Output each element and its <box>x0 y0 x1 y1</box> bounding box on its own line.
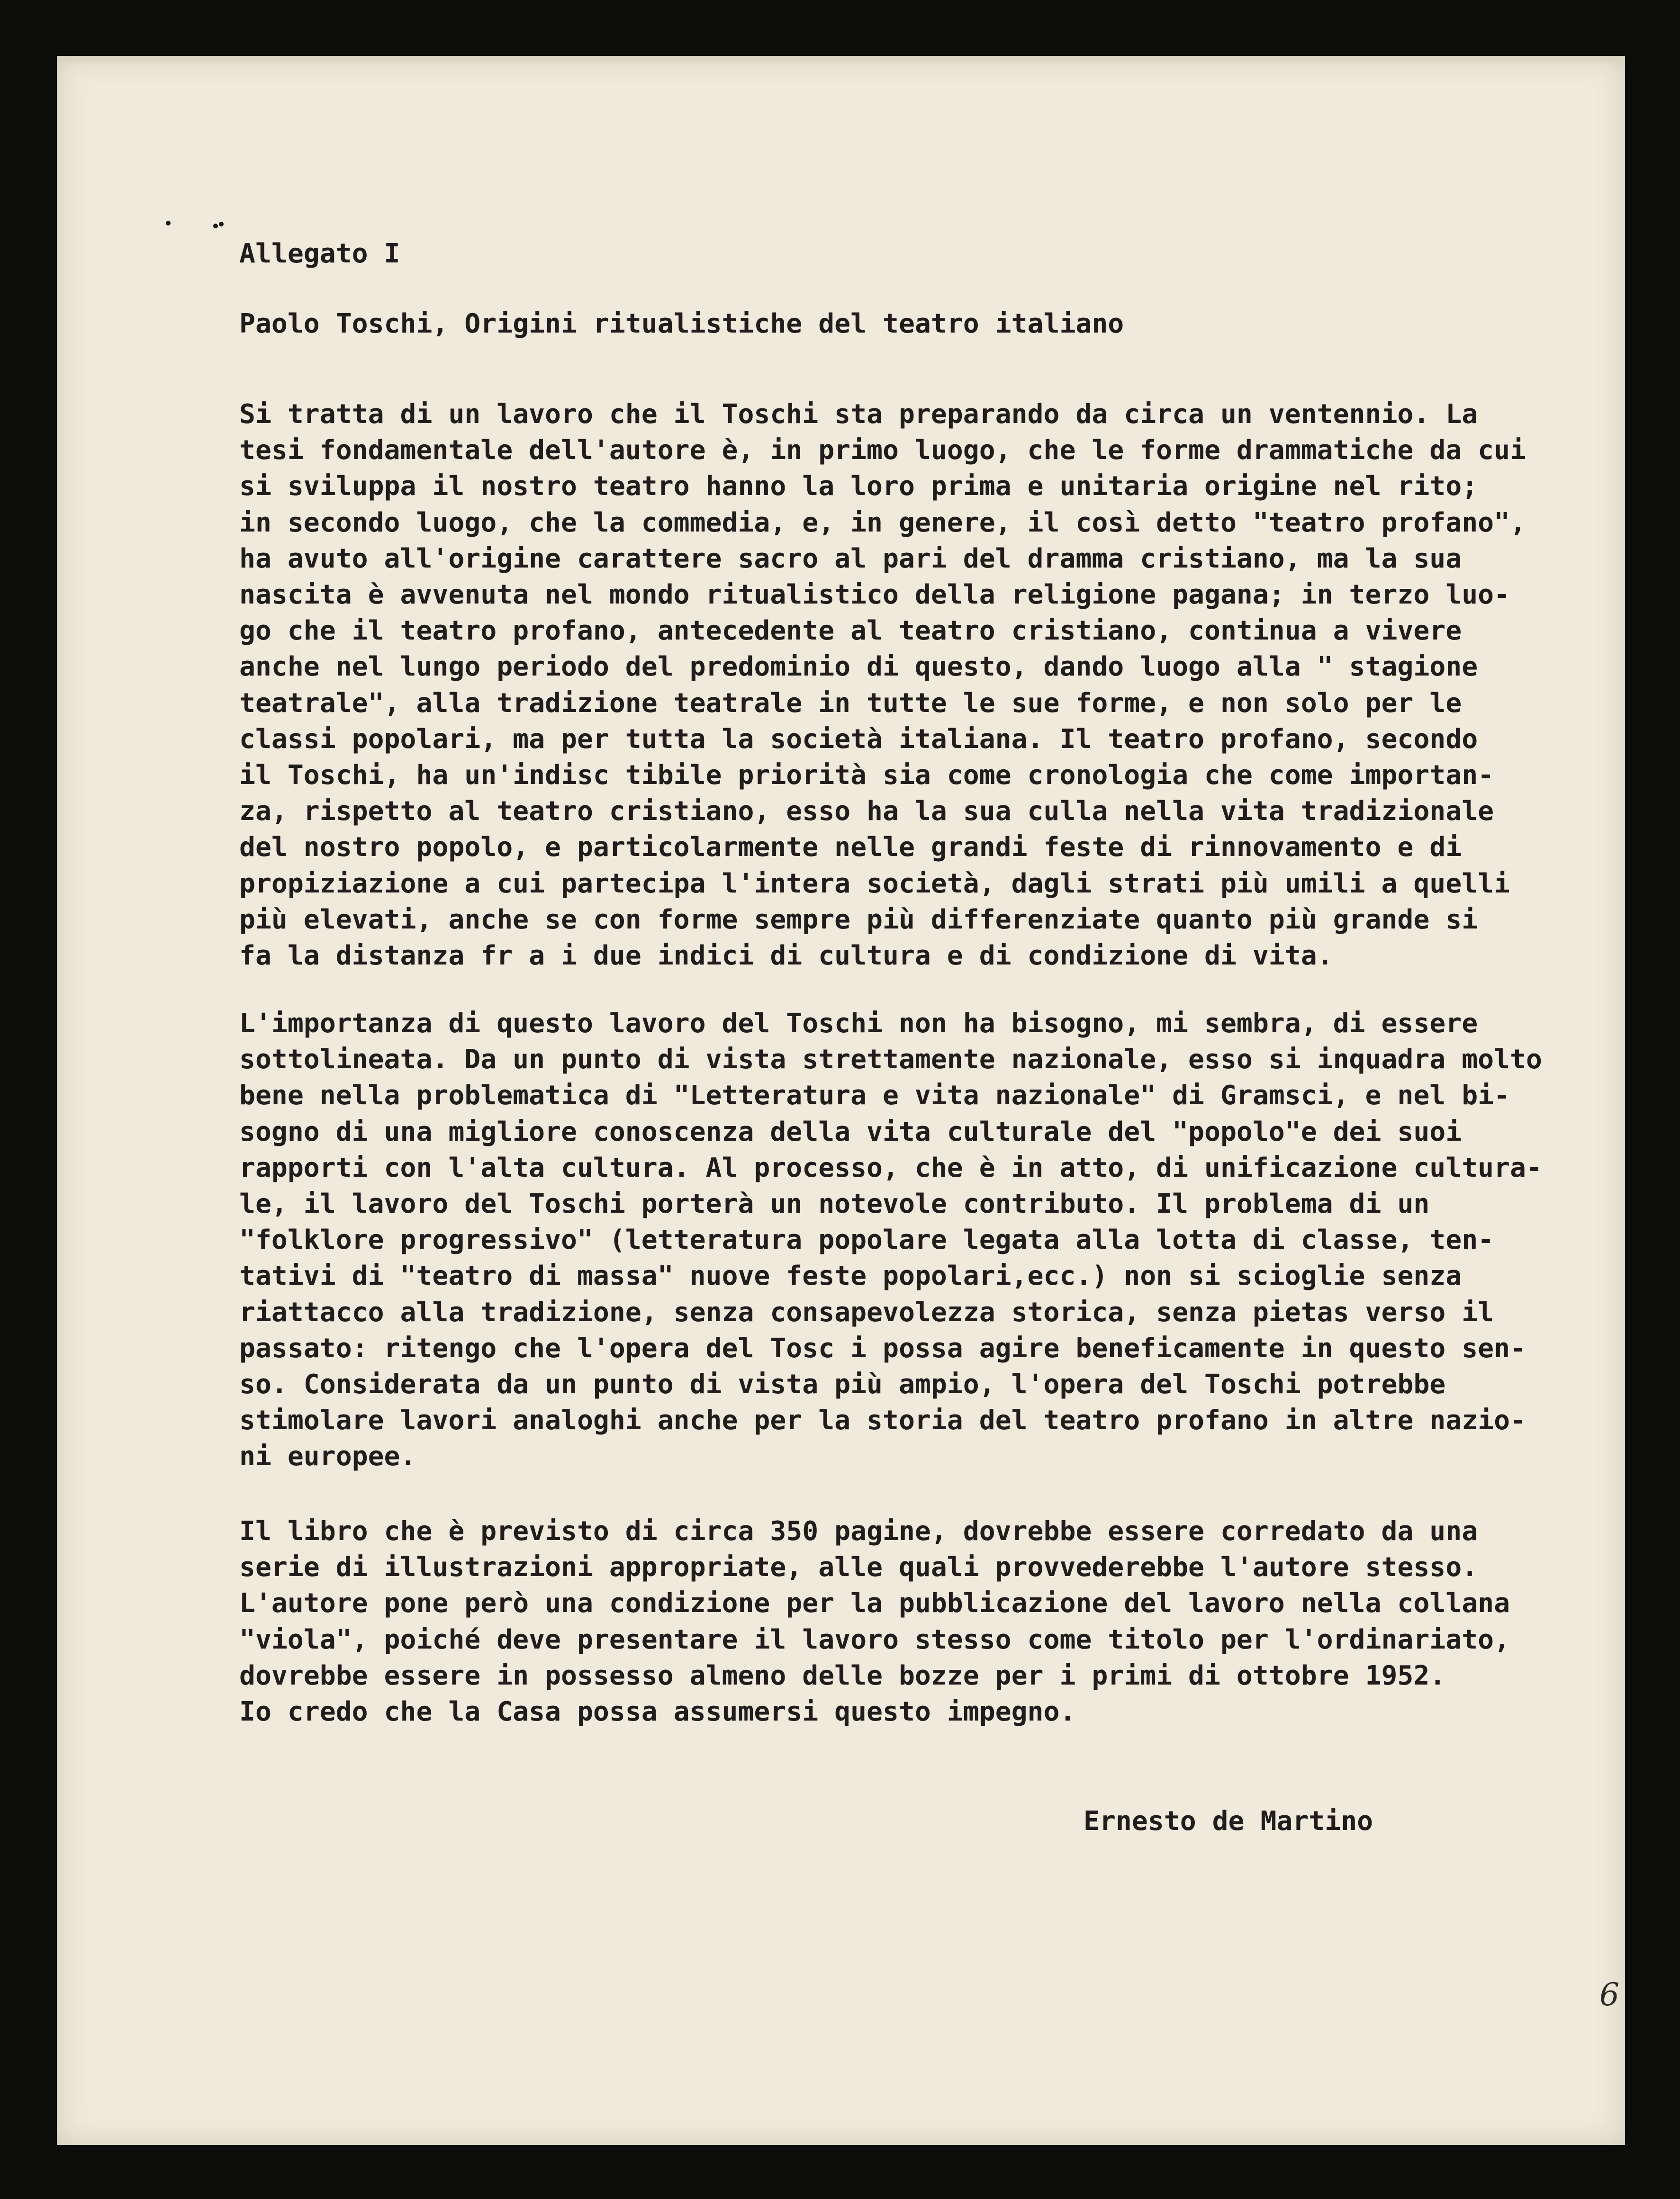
paragraph-line: teatrale", alla tradizione teatrale in tutte le sue forme, e non solo per le <box>239 687 1462 719</box>
paragraph-line: L'autore pone però una condizione per la pubblicazione del lavoro nella collana <box>239 1588 1510 1619</box>
page-number: 6 <box>1599 1976 1619 2013</box>
paragraph-line: sogno di una migliore conoscenza della vita culturale del "popolo"e dei suoi <box>239 1116 1462 1147</box>
paragraph-line: fa la distanza fr a i due indici di cultura e di condizione di vita. <box>239 940 1333 971</box>
paragraph-line: ha avuto all'origine carattere sacro al pari del dramma cristiano, ma la sua <box>239 543 1462 574</box>
paragraph-line: anche nel lungo periodo del predominio di questo, dando luogo alla " stagione <box>239 651 1478 683</box>
paragraph-line: più elevati, anche se con forme sempre più differenziate quanto più grande si <box>239 904 1478 935</box>
paragraph-line: propiziazione a cui partecipa l'intera società, dagli strati più umili a quelli <box>239 868 1510 899</box>
paragraph-line: passato: ritengo che l'opera del Tosc i possa agire beneficamente in questo sen- <box>239 1333 1526 1364</box>
paragraph-line: "viola", poiché deve presentare il lavoro stesso come titolo per l'ordinariato, <box>239 1624 1510 1655</box>
paragraph-line: Il libro che è previsto di circa 350 pagine, dovrebbe essere corredato da una <box>239 1516 1478 1547</box>
paragraph-line: in secondo luogo, che la commedia, e, in genere, il così detto "teatro profano", <box>239 507 1526 538</box>
paragraph-line: rapporti con l'alta cultura. Al processo, che è in atto, di unificazione cultura- <box>239 1152 1542 1183</box>
signature: Ernesto de Martino <box>1084 1806 1373 1837</box>
paragraph-line: L'importanza di questo lavoro del Toschi non ha bisogno, mi sembra, di essere <box>239 1008 1478 1039</box>
document-title: Paolo Toschi, Origini ritualistiche del teatro italiano <box>239 308 1124 339</box>
paragraph-line: nascita è avvenuta nel mondo ritualistico della religione pagana; in terzo luo- <box>239 579 1510 610</box>
paragraph-line: tativi di "teatro di massa" nuove feste popolari,ecc.) non si scioglie senza <box>239 1261 1462 1292</box>
punch-mark <box>166 221 171 225</box>
paragraph-line: ni europee. <box>239 1441 416 1472</box>
paragraph-line: tesi fondamentale dell'autore è, in primo luogo, che le forme drammatiche da cui <box>239 435 1526 466</box>
paragraph-line: za, rispetto al teatro cristiano, esso ha la sua culla nella vita tradizionale <box>239 796 1494 827</box>
paragraph-line: Io credo che la Casa possa assumersi questo impegno. <box>239 1696 1076 1727</box>
paragraph-line: stimolare lavori analoghi anche per la storia del teatro profano in altre nazio- <box>239 1405 1526 1436</box>
paragraph-line: "folklore progressivo" (letteratura popolare legata alla lotta di classe, ten- <box>239 1225 1494 1256</box>
paragraph-line: classi popolari, ma per tutta la società italiana. Il teatro profano, secondo <box>239 723 1478 755</box>
paragraph-line: bene nella problematica di "Letteratura e vita nazionale" di Gramsci, e nel bi- <box>239 1080 1510 1111</box>
paragraph-line: il Toschi, ha un'indisc tibile priorità sia come cronologia che come importan- <box>239 760 1494 791</box>
paragraph-line: le, il lavoro del Toschi porterà un notevole contributo. Il problema di un <box>239 1189 1430 1219</box>
paragraph-line: serie di illustrazioni appropriate, alle quali provvederebbe l'autore stesso. <box>239 1552 1478 1583</box>
paragraph-line: sottolineata. Da un punto di vista strettamente nazionale, esso si inquadra molto <box>239 1044 1542 1075</box>
paragraph-line: Si tratta di un lavoro che il Toschi sta preparando da circa un ventennio. La <box>239 399 1478 430</box>
paragraph-line: del nostro popolo, e particolarmente nelle grandi feste di rinnovamento e di <box>239 832 1462 863</box>
punch-mark <box>213 224 218 228</box>
paragraph-line: go che il teatro profano, antecedente al teatro cristiano, continua a vivere <box>239 615 1462 647</box>
paragraph-line: si sviluppa il nostro teatro hanno la loro prima e unitaria origine nel rito; <box>239 471 1478 502</box>
paragraph-line: riattacco alla tradizione, senza consapevolezza storica, senza pietas verso il <box>239 1297 1494 1328</box>
document-label: Allegato I <box>239 238 400 269</box>
paragraph-line: dovrebbe essere in possesso almeno delle bozze per i primi di ottobre 1952. <box>239 1660 1446 1691</box>
punch-mark <box>219 222 224 226</box>
paragraph-line: so. Considerata da un punto di vista più ampio, l'opera del Toschi potrebbe <box>239 1369 1446 1400</box>
